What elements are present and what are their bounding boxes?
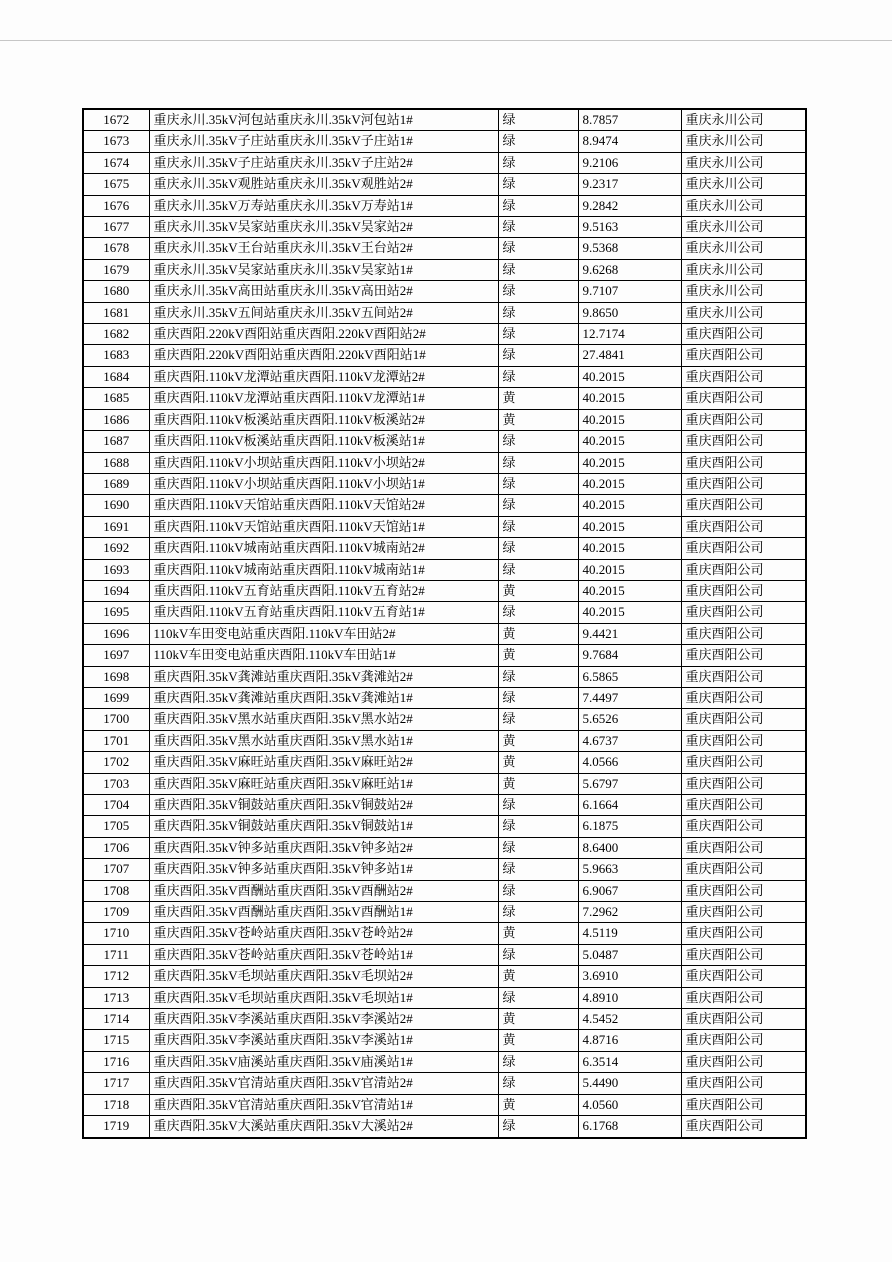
- table-row: [83, 109, 806, 131]
- row-index-cell: 1698: [83, 666, 149, 687]
- value-cell: 9.8650: [578, 302, 681, 323]
- station-name-cell: 重庆酉阳.35kV苍岭站重庆酉阳.35kV苍岭站1#: [149, 944, 498, 965]
- station-name-cell: 重庆酉阳.110kV天馆站重庆酉阳.110kV天馆站1#: [149, 516, 498, 537]
- table-row: [83, 816, 806, 837]
- status-cell: 绿: [498, 495, 578, 516]
- station-name-cell: 重庆酉阳.35kV庙溪站重庆酉阳.35kV庙溪站1#: [149, 1051, 498, 1072]
- row-index-cell: 1711: [83, 944, 149, 965]
- station-name-cell: 重庆酉阳.220kV酉阳站重庆酉阳.220kV酉阳站1#: [149, 345, 498, 366]
- value-cell: 9.5163: [578, 217, 681, 238]
- table-row: [83, 516, 806, 537]
- table-row: [83, 687, 806, 708]
- status-cell: 绿: [498, 666, 578, 687]
- status-cell: 绿: [498, 473, 578, 494]
- value-cell: 40.2015: [578, 452, 681, 473]
- status-cell: 黄: [498, 580, 578, 601]
- row-index-cell: 1680: [83, 281, 149, 302]
- row-index-cell: 1704: [83, 795, 149, 816]
- substation-table: [82, 108, 807, 1139]
- company-cell: 重庆酉阳公司: [681, 559, 806, 580]
- station-name-cell: 重庆酉阳.35kV龚滩站重庆酉阳.35kV龚滩站1#: [149, 687, 498, 708]
- status-cell: 绿: [498, 944, 578, 965]
- row-index-cell: 1716: [83, 1051, 149, 1072]
- company-cell: 重庆酉阳公司: [681, 452, 806, 473]
- company-cell: 重庆酉阳公司: [681, 324, 806, 345]
- company-cell: 重庆永川公司: [681, 302, 806, 323]
- company-cell: 重庆酉阳公司: [681, 880, 806, 901]
- row-index-cell: 1677: [83, 217, 149, 238]
- table-row: [83, 217, 806, 238]
- status-cell: 绿: [498, 152, 578, 173]
- status-cell: 绿: [498, 302, 578, 323]
- station-name-cell: 重庆酉阳.110kV城南站重庆酉阳.110kV城南站1#: [149, 559, 498, 580]
- value-cell: 9.2842: [578, 195, 681, 216]
- table-row: [83, 152, 806, 173]
- value-cell: 40.2015: [578, 495, 681, 516]
- value-cell: 4.8716: [578, 1030, 681, 1051]
- company-cell: 重庆永川公司: [681, 152, 806, 173]
- station-name-cell: 重庆酉阳.35kV毛坝站重庆酉阳.35kV毛坝站1#: [149, 987, 498, 1008]
- company-cell: 重庆酉阳公司: [681, 966, 806, 987]
- status-cell: 绿: [498, 559, 578, 580]
- company-cell: 重庆酉阳公司: [681, 495, 806, 516]
- status-cell: 绿: [498, 345, 578, 366]
- status-cell: 绿: [498, 452, 578, 473]
- company-cell: 重庆永川公司: [681, 195, 806, 216]
- row-index-cell: 1710: [83, 923, 149, 944]
- company-cell: 重庆酉阳公司: [681, 944, 806, 965]
- value-cell: 7.4497: [578, 687, 681, 708]
- table-row: [83, 1009, 806, 1030]
- company-cell: 重庆永川公司: [681, 217, 806, 238]
- status-cell: 绿: [498, 109, 578, 131]
- station-name-cell: 重庆永川.35kV吴家站重庆永川.35kV吴家站1#: [149, 259, 498, 280]
- row-index-cell: 1688: [83, 452, 149, 473]
- table-row: [83, 131, 806, 152]
- row-index-cell: 1709: [83, 902, 149, 923]
- table-row: [83, 174, 806, 195]
- table-row: [83, 580, 806, 601]
- table-row: [83, 752, 806, 773]
- table-row: [83, 1073, 806, 1094]
- status-cell: 绿: [498, 1073, 578, 1094]
- row-index-cell: 1706: [83, 837, 149, 858]
- status-cell: 黄: [498, 923, 578, 944]
- value-cell: 6.1664: [578, 795, 681, 816]
- row-index-cell: 1691: [83, 516, 149, 537]
- table-row: [83, 795, 806, 816]
- station-name-cell: 重庆酉阳.35kV酉酬站重庆酉阳.35kV酉酬站2#: [149, 880, 498, 901]
- value-cell: 6.1875: [578, 816, 681, 837]
- row-index-cell: 1685: [83, 388, 149, 409]
- row-index-cell: 1714: [83, 1009, 149, 1030]
- company-cell: 重庆酉阳公司: [681, 666, 806, 687]
- value-cell: 40.2015: [578, 559, 681, 580]
- row-index-cell: 1695: [83, 602, 149, 623]
- row-index-cell: 1715: [83, 1030, 149, 1051]
- table-row: [83, 473, 806, 494]
- status-cell: 绿: [498, 795, 578, 816]
- status-cell: 绿: [498, 987, 578, 1008]
- status-cell: 绿: [498, 431, 578, 452]
- company-cell: 重庆永川公司: [681, 109, 806, 131]
- row-index-cell: 1693: [83, 559, 149, 580]
- station-name-cell: 110kV车田变电站重庆酉阳.110kV车田站1#: [149, 645, 498, 666]
- row-index-cell: 1690: [83, 495, 149, 516]
- station-name-cell: 重庆酉阳.35kV麻旺站重庆酉阳.35kV麻旺站1#: [149, 773, 498, 794]
- value-cell: 27.4841: [578, 345, 681, 366]
- station-name-cell: 重庆酉阳.35kV黑水站重庆酉阳.35kV黑水站2#: [149, 709, 498, 730]
- table-row: [83, 366, 806, 387]
- company-cell: 重庆酉阳公司: [681, 345, 806, 366]
- status-cell: 黄: [498, 730, 578, 751]
- row-index-cell: 1681: [83, 302, 149, 323]
- value-cell: 5.6526: [578, 709, 681, 730]
- table-row: [83, 1116, 806, 1138]
- row-index-cell: 1675: [83, 174, 149, 195]
- row-index-cell: 1696: [83, 623, 149, 644]
- value-cell: 4.0560: [578, 1094, 681, 1115]
- table-row: [83, 1094, 806, 1115]
- station-name-cell: 重庆酉阳.35kV钟多站重庆酉阳.35kV钟多站1#: [149, 859, 498, 880]
- table-row: [83, 987, 806, 1008]
- row-index-cell: 1684: [83, 366, 149, 387]
- row-index-cell: 1719: [83, 1116, 149, 1138]
- company-cell: 重庆永川公司: [681, 259, 806, 280]
- status-cell: 黄: [498, 1009, 578, 1030]
- company-cell: 重庆酉阳公司: [681, 987, 806, 1008]
- status-cell: 绿: [498, 902, 578, 923]
- company-cell: 重庆酉阳公司: [681, 709, 806, 730]
- row-index-cell: 1676: [83, 195, 149, 216]
- value-cell: 4.8910: [578, 987, 681, 1008]
- station-name-cell: 重庆酉阳.110kV板溪站重庆酉阳.110kV板溪站1#: [149, 431, 498, 452]
- row-index-cell: 1682: [83, 324, 149, 345]
- status-cell: 绿: [498, 281, 578, 302]
- status-cell: 黄: [498, 773, 578, 794]
- company-cell: 重庆酉阳公司: [681, 623, 806, 644]
- company-cell: 重庆酉阳公司: [681, 730, 806, 751]
- table-row: [83, 837, 806, 858]
- value-cell: 4.0566: [578, 752, 681, 773]
- value-cell: 9.6268: [578, 259, 681, 280]
- status-cell: 绿: [498, 174, 578, 195]
- station-name-cell: 110kV车田变电站重庆酉阳.110kV车田站2#: [149, 623, 498, 644]
- table-row: [83, 944, 806, 965]
- value-cell: 40.2015: [578, 409, 681, 430]
- value-cell: 9.7684: [578, 645, 681, 666]
- table-row: [83, 538, 806, 559]
- status-cell: 绿: [498, 259, 578, 280]
- company-cell: 重庆酉阳公司: [681, 431, 806, 452]
- station-name-cell: 重庆酉阳.35kV酉酬站重庆酉阳.35kV酉酬站1#: [149, 902, 498, 923]
- station-name-cell: 重庆酉阳.35kV铜鼓站重庆酉阳.35kV铜鼓站2#: [149, 795, 498, 816]
- status-cell: 绿: [498, 324, 578, 345]
- status-cell: 黄: [498, 1030, 578, 1051]
- row-index-cell: 1713: [83, 987, 149, 1008]
- company-cell: 重庆酉阳公司: [681, 388, 806, 409]
- row-index-cell: 1718: [83, 1094, 149, 1115]
- row-index-cell: 1678: [83, 238, 149, 259]
- station-name-cell: 重庆酉阳.110kV龙潭站重庆酉阳.110kV龙潭站1#: [149, 388, 498, 409]
- value-cell: 40.2015: [578, 366, 681, 387]
- status-cell: 黄: [498, 623, 578, 644]
- table-row: [83, 880, 806, 901]
- value-cell: 40.2015: [578, 431, 681, 452]
- row-index-cell: 1708: [83, 880, 149, 901]
- status-cell: 绿: [498, 816, 578, 837]
- station-name-cell: 重庆酉阳.35kV钟多站重庆酉阳.35kV钟多站2#: [149, 837, 498, 858]
- table-row: [83, 709, 806, 730]
- row-index-cell: 1674: [83, 152, 149, 173]
- status-cell: 黄: [498, 409, 578, 430]
- station-name-cell: 重庆酉阳.110kV龙潭站重庆酉阳.110kV龙潭站2#: [149, 366, 498, 387]
- row-index-cell: 1692: [83, 538, 149, 559]
- company-cell: 重庆永川公司: [681, 281, 806, 302]
- value-cell: 8.9474: [578, 131, 681, 152]
- table-row: [83, 238, 806, 259]
- table-row: [83, 966, 806, 987]
- table-row: [83, 259, 806, 280]
- table-row: [83, 623, 806, 644]
- row-index-cell: 1707: [83, 859, 149, 880]
- row-index-cell: 1672: [83, 109, 149, 131]
- value-cell: 6.5865: [578, 666, 681, 687]
- table-row: [83, 495, 806, 516]
- table-body: [83, 109, 806, 1138]
- table-row: [83, 452, 806, 473]
- company-cell: 重庆酉阳公司: [681, 752, 806, 773]
- row-index-cell: 1679: [83, 259, 149, 280]
- value-cell: 9.5368: [578, 238, 681, 259]
- table-row: [83, 388, 806, 409]
- row-index-cell: 1697: [83, 645, 149, 666]
- row-index-cell: 1717: [83, 1073, 149, 1094]
- value-cell: 5.0487: [578, 944, 681, 965]
- status-cell: 黄: [498, 752, 578, 773]
- status-cell: 绿: [498, 538, 578, 559]
- status-cell: 黄: [498, 388, 578, 409]
- table-row: [83, 666, 806, 687]
- status-cell: 黄: [498, 1094, 578, 1115]
- value-cell: 40.2015: [578, 580, 681, 601]
- company-cell: 重庆永川公司: [681, 238, 806, 259]
- company-cell: 重庆酉阳公司: [681, 473, 806, 494]
- station-name-cell: 重庆酉阳.35kV苍岭站重庆酉阳.35kV苍岭站2#: [149, 923, 498, 944]
- value-cell: 6.3514: [578, 1051, 681, 1072]
- table-row: [83, 1051, 806, 1072]
- value-cell: 40.2015: [578, 602, 681, 623]
- status-cell: 绿: [498, 602, 578, 623]
- value-cell: 5.9663: [578, 859, 681, 880]
- status-cell: 绿: [498, 880, 578, 901]
- station-name-cell: 重庆酉阳.35kV官清站重庆酉阳.35kV官清站2#: [149, 1073, 498, 1094]
- company-cell: 重庆永川公司: [681, 131, 806, 152]
- station-name-cell: 重庆酉阳.110kV城南站重庆酉阳.110kV城南站2#: [149, 538, 498, 559]
- station-name-cell: 重庆酉阳.35kV铜鼓站重庆酉阳.35kV铜鼓站1#: [149, 816, 498, 837]
- value-cell: 6.1768: [578, 1116, 681, 1138]
- station-name-cell: 重庆酉阳.110kV五育站重庆酉阳.110kV五育站1#: [149, 602, 498, 623]
- station-name-cell: 重庆永川.35kV王台站重庆永川.35kV王台站2#: [149, 238, 498, 259]
- company-cell: 重庆酉阳公司: [681, 687, 806, 708]
- value-cell: 5.4490: [578, 1073, 681, 1094]
- value-cell: 9.2317: [578, 174, 681, 195]
- company-cell: 重庆酉阳公司: [681, 538, 806, 559]
- company-cell: 重庆酉阳公司: [681, 837, 806, 858]
- table-row: [83, 902, 806, 923]
- status-cell: 绿: [498, 1116, 578, 1138]
- value-cell: 8.7857: [578, 109, 681, 131]
- value-cell: 6.9067: [578, 880, 681, 901]
- station-name-cell: 重庆永川.35kV吴家站重庆永川.35kV吴家站2#: [149, 217, 498, 238]
- value-cell: 4.6737: [578, 730, 681, 751]
- status-cell: 绿: [498, 687, 578, 708]
- row-index-cell: 1687: [83, 431, 149, 452]
- station-name-cell: 重庆酉阳.35kV大溪站重庆酉阳.35kV大溪站2#: [149, 1116, 498, 1138]
- company-cell: 重庆酉阳公司: [681, 1094, 806, 1115]
- table-row: [83, 409, 806, 430]
- company-cell: 重庆酉阳公司: [681, 645, 806, 666]
- station-name-cell: 重庆酉阳.35kV麻旺站重庆酉阳.35kV麻旺站2#: [149, 752, 498, 773]
- row-index-cell: 1700: [83, 709, 149, 730]
- company-cell: 重庆酉阳公司: [681, 902, 806, 923]
- value-cell: 3.6910: [578, 966, 681, 987]
- table-row: [83, 281, 806, 302]
- station-name-cell: 重庆永川.35kV河包站重庆永川.35kV河包站1#: [149, 109, 498, 131]
- company-cell: 重庆酉阳公司: [681, 1051, 806, 1072]
- station-name-cell: 重庆酉阳.35kV李溪站重庆酉阳.35kV李溪站2#: [149, 1009, 498, 1030]
- station-name-cell: 重庆酉阳.110kV小坝站重庆酉阳.110kV小坝站2#: [149, 452, 498, 473]
- value-cell: 40.2015: [578, 516, 681, 537]
- station-name-cell: 重庆酉阳.110kV天馆站重庆酉阳.110kV天馆站2#: [149, 495, 498, 516]
- company-cell: 重庆酉阳公司: [681, 773, 806, 794]
- value-cell: 40.2015: [578, 473, 681, 494]
- station-name-cell: 重庆酉阳.110kV板溪站重庆酉阳.110kV板溪站2#: [149, 409, 498, 430]
- company-cell: 重庆酉阳公司: [681, 516, 806, 537]
- company-cell: 重庆酉阳公司: [681, 409, 806, 430]
- row-index-cell: 1699: [83, 687, 149, 708]
- station-name-cell: 重庆酉阳.35kV黑水站重庆酉阳.35kV黑水站1#: [149, 730, 498, 751]
- company-cell: 重庆酉阳公司: [681, 1009, 806, 1030]
- company-cell: 重庆酉阳公司: [681, 1116, 806, 1138]
- table-row: [83, 730, 806, 751]
- station-name-cell: 重庆酉阳.110kV五育站重庆酉阳.110kV五育站2#: [149, 580, 498, 601]
- station-name-cell: 重庆酉阳.35kV李溪站重庆酉阳.35kV李溪站1#: [149, 1030, 498, 1051]
- status-cell: 绿: [498, 859, 578, 880]
- station-name-cell: 重庆永川.35kV子庄站重庆永川.35kV子庄站1#: [149, 131, 498, 152]
- row-index-cell: 1705: [83, 816, 149, 837]
- status-cell: 绿: [498, 217, 578, 238]
- value-cell: 40.2015: [578, 388, 681, 409]
- company-cell: 重庆酉阳公司: [681, 1073, 806, 1094]
- table-row: [83, 1030, 806, 1051]
- value-cell: 7.2962: [578, 902, 681, 923]
- status-cell: 绿: [498, 516, 578, 537]
- table-row: [83, 345, 806, 366]
- company-cell: 重庆酉阳公司: [681, 816, 806, 837]
- status-cell: 绿: [498, 195, 578, 216]
- table-row: [83, 859, 806, 880]
- station-name-cell: 重庆酉阳.110kV小坝站重庆酉阳.110kV小坝站1#: [149, 473, 498, 494]
- row-index-cell: 1673: [83, 131, 149, 152]
- company-cell: 重庆酉阳公司: [681, 795, 806, 816]
- station-name-cell: 重庆酉阳.220kV酉阳站重庆酉阳.220kV酉阳站2#: [149, 324, 498, 345]
- table-row: [83, 431, 806, 452]
- station-name-cell: 重庆永川.35kV五间站重庆永川.35kV五间站2#: [149, 302, 498, 323]
- value-cell: 5.6797: [578, 773, 681, 794]
- table-row: [83, 559, 806, 580]
- row-index-cell: 1686: [83, 409, 149, 430]
- row-index-cell: 1689: [83, 473, 149, 494]
- row-index-cell: 1712: [83, 966, 149, 987]
- company-cell: 重庆永川公司: [681, 174, 806, 195]
- station-name-cell: 重庆酉阳.35kV官清站重庆酉阳.35kV官清站1#: [149, 1094, 498, 1115]
- row-index-cell: 1683: [83, 345, 149, 366]
- value-cell: 9.7107: [578, 281, 681, 302]
- company-cell: 重庆酉阳公司: [681, 602, 806, 623]
- company-cell: 重庆酉阳公司: [681, 1030, 806, 1051]
- value-cell: 9.2106: [578, 152, 681, 173]
- row-index-cell: 1701: [83, 730, 149, 751]
- station-name-cell: 重庆永川.35kV高田站重庆永川.35kV高田站2#: [149, 281, 498, 302]
- table-row: [83, 302, 806, 323]
- station-name-cell: 重庆永川.35kV万寿站重庆永川.35kV万寿站1#: [149, 195, 498, 216]
- status-cell: 绿: [498, 1051, 578, 1072]
- status-cell: 黄: [498, 966, 578, 987]
- station-name-cell: 重庆永川.35kV观胜站重庆永川.35kV观胜站2#: [149, 174, 498, 195]
- row-index-cell: 1703: [83, 773, 149, 794]
- table-row: [83, 324, 806, 345]
- station-name-cell: 重庆酉阳.35kV龚滩站重庆酉阳.35kV龚滩站2#: [149, 666, 498, 687]
- table-row: [83, 645, 806, 666]
- company-cell: 重庆酉阳公司: [681, 366, 806, 387]
- status-cell: 绿: [498, 131, 578, 152]
- company-cell: 重庆酉阳公司: [681, 923, 806, 944]
- company-cell: 重庆酉阳公司: [681, 859, 806, 880]
- value-cell: 12.7174: [578, 324, 681, 345]
- row-index-cell: 1702: [83, 752, 149, 773]
- station-name-cell: 重庆永川.35kV子庄站重庆永川.35kV子庄站2#: [149, 152, 498, 173]
- value-cell: 4.5119: [578, 923, 681, 944]
- table-row: [83, 923, 806, 944]
- status-cell: 绿: [498, 366, 578, 387]
- table-row: [83, 602, 806, 623]
- status-cell: 黄: [498, 645, 578, 666]
- company-cell: 重庆酉阳公司: [681, 580, 806, 601]
- table-row: [83, 773, 806, 794]
- value-cell: 9.4421: [578, 623, 681, 644]
- table-row: [83, 195, 806, 216]
- value-cell: 40.2015: [578, 538, 681, 559]
- row-index-cell: 1694: [83, 580, 149, 601]
- value-cell: 8.6400: [578, 837, 681, 858]
- value-cell: 4.5452: [578, 1009, 681, 1030]
- status-cell: 绿: [498, 837, 578, 858]
- page-break-line: [0, 40, 892, 41]
- status-cell: 绿: [498, 709, 578, 730]
- station-name-cell: 重庆酉阳.35kV毛坝站重庆酉阳.35kV毛坝站2#: [149, 966, 498, 987]
- status-cell: 绿: [498, 238, 578, 259]
